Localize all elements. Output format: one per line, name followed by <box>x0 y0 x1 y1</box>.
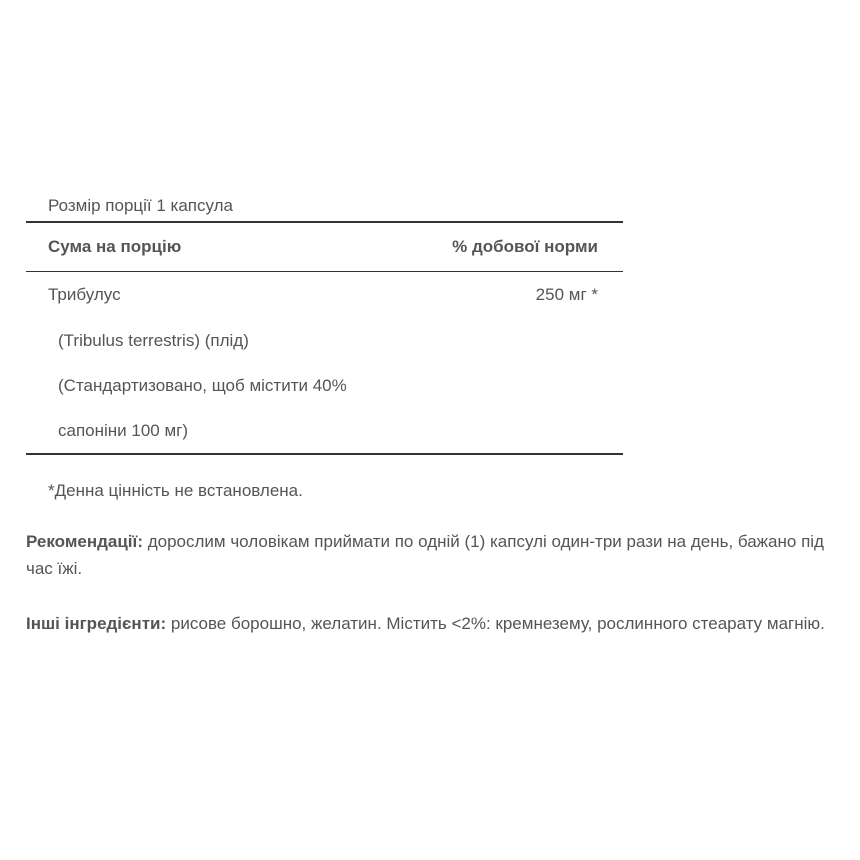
ingredient-row <box>26 272 623 318</box>
supplement-facts-table <box>26 190 623 455</box>
table-header-row <box>26 223 623 271</box>
ingredient-detail: (Tribulus terrestris) (плід) <box>58 331 249 350</box>
footnote: *Денна цінність не встановлена. <box>48 481 303 500</box>
other-ingredients-paragraph <box>26 610 836 637</box>
ingredient-name: Трибулус <box>48 285 121 304</box>
daily-value-header: % добової норми <box>452 236 598 256</box>
recommendations-label: Рекомендації: <box>26 532 143 551</box>
recommendations-paragraph <box>26 528 836 582</box>
ingredient-detail: (Стандартизовано, щоб містити 40% <box>58 376 347 395</box>
recommendations-text: дорослим чоловікам приймати по одній (1) капсулі один-три рази на день, бажано під час їжі. <box>26 532 824 578</box>
other-ingredients-label: Інші інгредієнти: <box>26 614 167 633</box>
ingredient-detail: сапоніни 100 мг) <box>58 421 189 440</box>
ingredient-amount: 250 мг * <box>535 285 598 304</box>
serving-size: Розмір порції 1 капсула <box>48 196 234 215</box>
other-ingredients-text: рисове борошно, желатин. Містить <2%: кремнезему, рослинного стеарату магнію. <box>166 614 825 633</box>
amount-per-serving-header: Сума на порцію <box>48 236 182 256</box>
divider-bottom <box>26 453 623 455</box>
